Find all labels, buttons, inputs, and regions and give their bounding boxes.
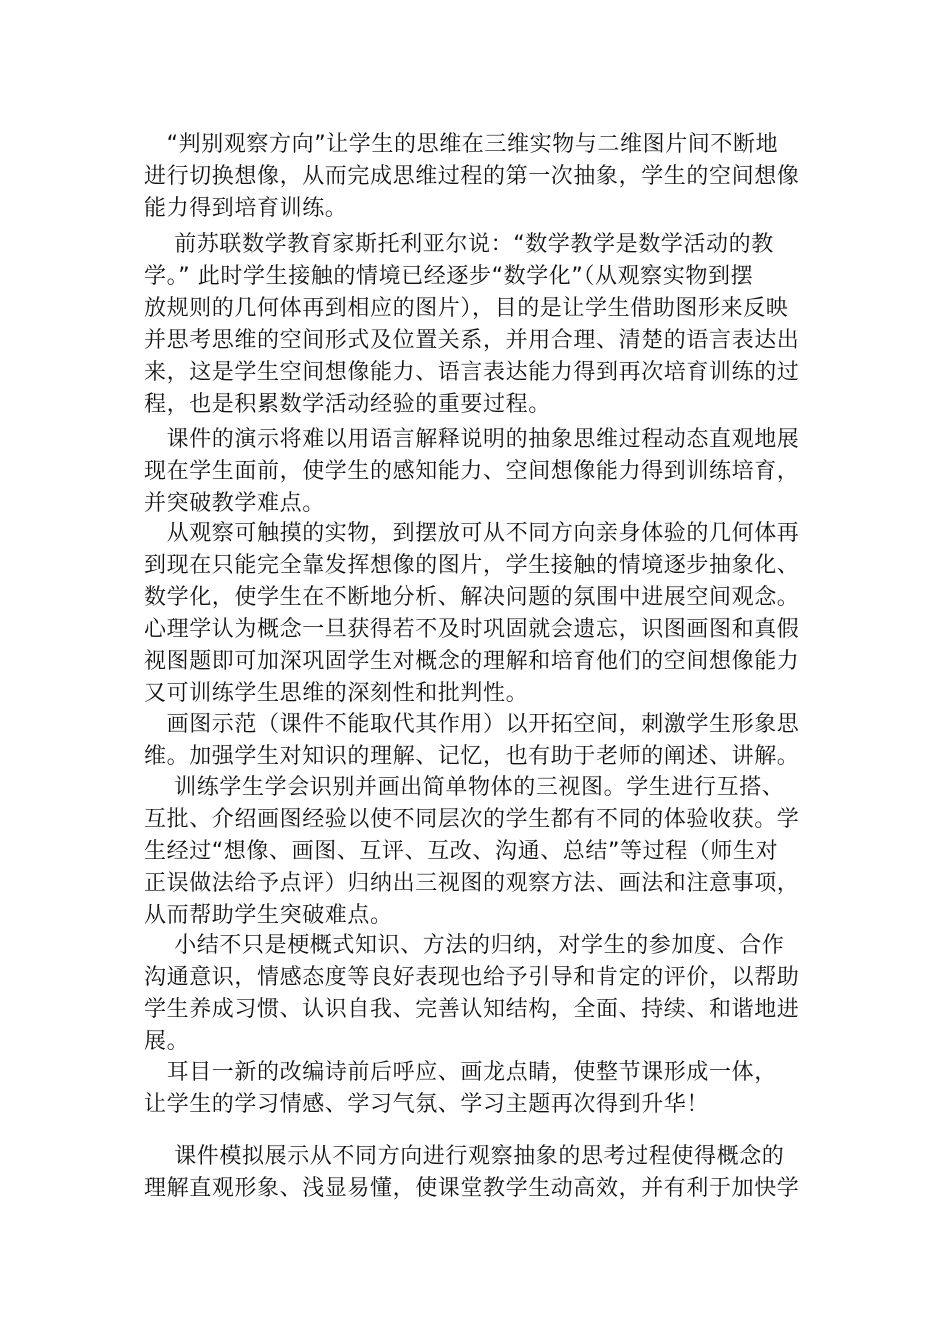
paragraph-abstraction-process <box>144 518 809 710</box>
paragraph-adapted-poem <box>144 1057 809 1121</box>
text-line: 生经过“想像、画图、互评、互改、沟通、总结”等过程（师生对 <box>144 839 779 864</box>
text-line: 能力得到培育训练。 <box>144 196 348 221</box>
text-line: 小结不只是梗概式知识、方法的归纳，对学生的参加度、合作 <box>144 933 785 958</box>
paragraph-math-activity-quote <box>144 229 809 421</box>
text-line: 学。” 此时学生接触的情境已经逐步“数学化”（从观察实物到摆 <box>144 264 754 289</box>
text-line: “判别观察方向”让学生的思维在三维实物与二维图片间不断地 <box>144 132 779 157</box>
text-line: 展。 <box>144 1029 190 1054</box>
text-line: 课件模拟展示从不同方向进行观察抽象的思考过程使得概念的 <box>144 1144 785 1169</box>
text-line: 理解直观形象、浅显易懂，使课堂教学生动高效，并有利于加快学 <box>144 1176 800 1201</box>
text-line: 让学生的学习情感、学习气氛、学习主题再次得到升华！ <box>144 1092 710 1117</box>
text-line: 前苏联数学教育家斯托利亚尔说：“数学教学是数学活动的教 <box>144 232 774 257</box>
text-line: 进行切换想像，从而完成思维过程的第一次抽象，学生的空间想像 <box>144 164 800 189</box>
paragraph-observation-direction <box>144 129 809 225</box>
text-line: 学生养成习惯、认识自我、完善认知结构，全面、持续、和谐地进 <box>144 997 800 1022</box>
paragraph-drawing-demo <box>144 709 809 773</box>
paragraph-summary <box>144 930 809 1058</box>
text-line: 从而帮助学生突破难点。 <box>144 903 393 928</box>
text-line: 放规则的几何体再到相应的图片），目的是让学生借助图形来反映 <box>144 296 789 321</box>
text-line: 现在学生面前，使学生的感知能力、空间想像能力得到训练培育， <box>144 459 800 484</box>
paragraph-courseware-simulation <box>144 1141 809 1205</box>
text-line: 来，这是学生空间想像能力、语言表达能力得到再次培育训练的过 <box>144 360 800 385</box>
text-line: 训练学生学会识别并画出简单物体的三视图。学生进行互搭、 <box>144 775 785 800</box>
text-line: 数学化，使学生在不断地分析、解决问题的氛围中进展空间观念。 <box>144 585 800 610</box>
text-line: 课件的演示将难以用语言解释说明的抽象思维过程动态直观地展 <box>144 427 800 452</box>
text-line: 沟通意识，情感态度等良好表现也给予引导和肯定的评价，以帮助 <box>144 965 800 990</box>
text-line: 并突破教学难点。 <box>144 491 325 516</box>
text-line: 心理学认为概念一旦获得若不及时巩固就会遗忘，识图画图和真假 <box>144 617 800 642</box>
text-line: 又可训练学生思维的深刻性和批判性。 <box>144 681 529 706</box>
text-line: 并思考思维的空间形式及位置关系，并用合理、清楚的语言表达出 <box>144 328 800 353</box>
text-line: 耳目一新的改编诗前后呼应、画龙点睛，使整节课形成一体， <box>144 1060 777 1085</box>
text-line: 到现在只能完全靠发挥想像的图片，学生接触的情境逐步抽象化、 <box>144 553 800 578</box>
text-line: 互批、介绍画图经验以使不同层次的学生都有不同的体验收获。学 <box>144 807 800 832</box>
paragraph-courseware-demo <box>144 424 809 520</box>
text-line: 画图示范（课件不能取代其作用）以开拓空间，刺激学生形象思 <box>144 712 800 737</box>
text-line: 视图题即可加深巩固学生对概念的理解和培育他们的空间想像能力 <box>144 649 800 674</box>
text-line: 正误做法给予点评）归纳出三视图的观察方法、画法和注意事项， <box>144 871 800 896</box>
paragraph-three-views-training <box>144 772 809 932</box>
text-line: 维。加强学生对知识的理解、记忆，也有助于老师的阐述、讲解。 <box>144 744 800 769</box>
text-line: 从观察可触摸的实物，到摆放可从不同方向亲身体验的几何体再 <box>144 521 800 546</box>
text-line: 程，也是积累数学活动经验的重要过程。 <box>144 392 551 417</box>
